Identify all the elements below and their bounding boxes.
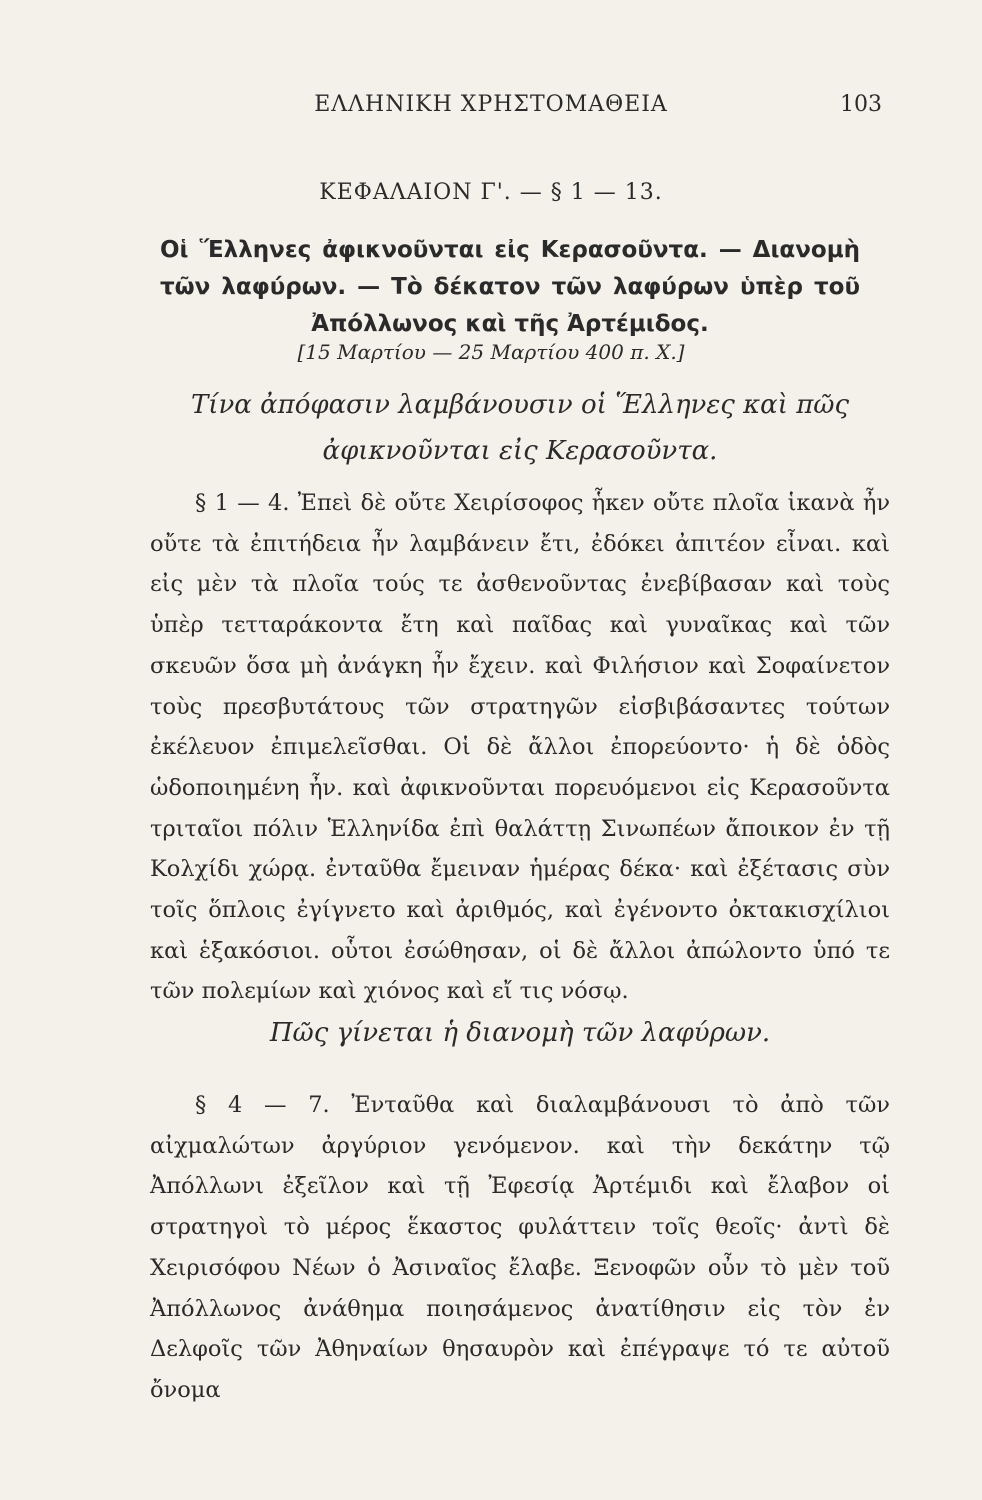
chapter-title: ΚΕΦΑΛΑΙΟΝ Γ'. — § 1 — 13.: [319, 180, 663, 205]
section-paragraph: § 1 — 4. Ἐπεὶ δὲ οὔτε Χειρίσοφος ἧκεν οὔτε πλοῖα ἱκανὰ ἦν οὔτε τὰ ἐπιτήδεια ἦν λαμβάνειν ἔτι, ἐδόκει ἀπιτέον εἶναι. καὶ εἰς μὲν τὰ πλοῖα τούς τε ἀσθενοῦντας ἐνεβίβασαν καὶ τοὺς ὑπὲρ τετταράκοντα ἔτη καὶ παῖδας καὶ γυναῖκας καὶ τῶν σκευῶν ὅσα μὴ ἀνάγκη ἦν ἔχειν. καὶ Φιλήσιον καὶ Σοφαίνετον τοὺς πρεσβυτάτους τῶν στρατηγῶν εἰσβιβάσαντες τούτων ἐκέλευον ἐπιμελεῖσθαι. Οἱ δὲ ἄλλοι ἐπορεύοντο· ἡ δὲ ὁδὸς ὡδοποιημένη ἦν. καὶ ἀφικνοῦνται πορευόμενοι εἰς Κερασοῦντα τριταῖοι πόλιν Ἑλληνίδα ἐπὶ θαλάττῃ Σινωπέων ἄποικον ἐν τῇ Κολχίδι χώρᾳ. ἐνταῦθα ἔμειναν ἡμέρας δέκα· καὶ ἐξέτασις σὺν τοῖς ὅπλοις ἐγίγνετο καὶ ἀριθμός, καὶ ἐγένοντο ὀκτακισχίλιοι καὶ ἑξακόσιοι. οὗτοι ἐσώθησαν, οἱ δὲ ἄλλοι ἀπώλοντο ὑπό τε τῶν πολεμίων καὶ χιόνος καὶ εἴ τις νόσῳ.: [150, 490, 890, 1005]
chapter-summary: Οἱ Ἕλληνες ἀφικνοῦνται εἰς Κερασοῦντα. — Διανομὴ τῶν λαφύρων. — Τὸ δέκατον τῶν λαφύρων ὑπὲρ τοῦ Ἀπόλλωνος καὶ τῆς Ἀρτέμιδος.: [160, 237, 860, 337]
section-paragraph: § 4 — 7. Ἐνταῦθα καὶ διαλαμβάνουσι τὸ ἀπὸ τῶν αἰχμαλώτων ἀργύριον γενόμενον. καὶ τὴν δεκάτην τῷ Ἀπόλλωνι ἐξεῖλον καὶ τῇ Ἐφεσίᾳ Ἀρτέμιδι καὶ ἔλαβον οἱ στρατηγοὶ τὸ μέρος ἕκαστος φυλάττειν τοῖς θεοῖς· ἀντὶ δὲ Χειρισόφου Νέων ὁ Ἀσιναῖος ἔλαβε. Ξενοφῶν οὖν τὸ μὲν τοῦ Ἀπόλλωνος ἀνάθημα ποιησάμενος ἀνατίθησιν εἰς τὸν ἐν Δελφοῖς τῶν Ἀθηναίων θησαυρὸν καὶ ἐπέγραψε τό τε αὐτοῦ ὄνομα: [150, 1092, 890, 1403]
page-number: 103: [840, 92, 882, 117]
running-head: ΕΛΛΗΝΙΚΗ ΧΡΗΣΤΟΜΑΘΕΙΑ: [314, 92, 668, 117]
date-line: [15 Μαρτίου — 25 Μαρτίου 400 π. Χ.]: [297, 340, 685, 364]
section-heading: Τίνα ἀπόφασιν λαμβάνουσιν οἱ Ἕλληνες καὶ πῶς ἀφικνοῦνται εἰς Κερασοῦντα.: [190, 390, 850, 466]
section-heading: Πῶς γίνεται ἡ διανομὴ τῶν λαφύρων.: [269, 1018, 771, 1048]
